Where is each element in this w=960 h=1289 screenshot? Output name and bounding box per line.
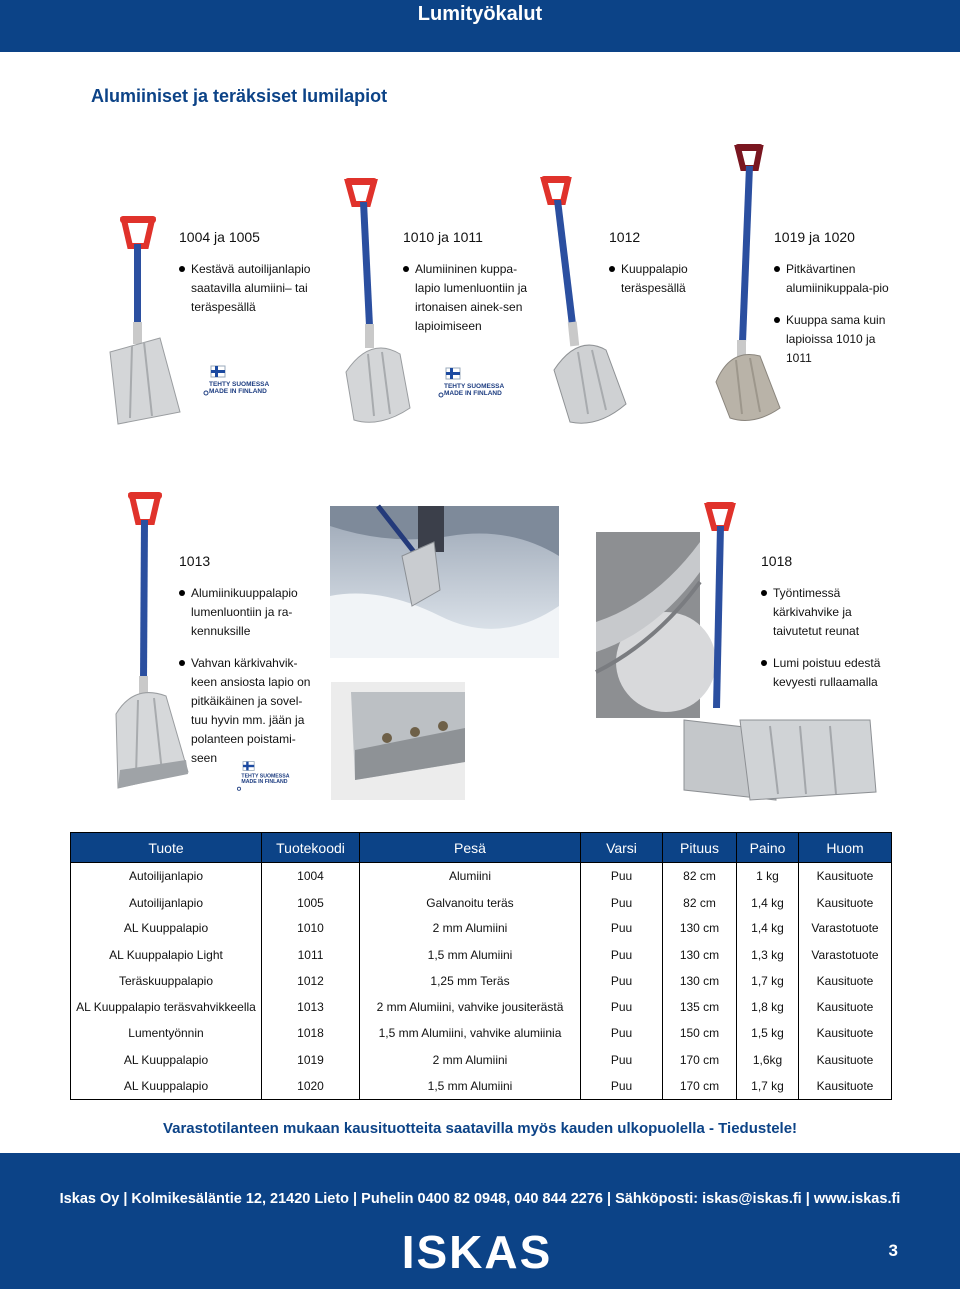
table-cell: 82 cm [663, 863, 737, 889]
table-cell: 1,25 mm Teräs [360, 968, 581, 994]
product-1012 [609, 228, 709, 311]
product-code: 1019 ja 1020 [774, 229, 855, 245]
table-cell: Puu [581, 1047, 663, 1073]
flag-text-2: MADE IN FINLAND [444, 390, 502, 397]
shovel-1004-image [100, 212, 185, 427]
table-cell: AL Kuuppalapio Light [71, 941, 262, 967]
table-cell: AL Kuuppalapio [71, 1047, 262, 1073]
column-header: Huom [799, 833, 892, 863]
product-code: 1013 [179, 553, 211, 569]
product-code: 1018 [761, 553, 793, 569]
table-cell: 82 cm [663, 889, 737, 915]
table-cell: 1,5 kg [737, 1020, 799, 1046]
flag-text-1: TEHTY SUOMESSA [444, 383, 505, 390]
table-cell: Puu [581, 1073, 663, 1099]
table-cell: Puu [581, 915, 663, 941]
table-cell: 1,6kg [737, 1047, 799, 1073]
table-cell: Puu [581, 994, 663, 1020]
table-cell: 2 mm Alumiini [360, 915, 581, 941]
table-cell: 1012 [262, 968, 360, 994]
table-row [71, 941, 892, 967]
table-cell: Teräskuuppalapio [71, 968, 262, 994]
table-cell: 130 cm [663, 915, 737, 941]
table-cell: Varastotuote [799, 941, 892, 967]
product-code: 1010 ja 1011 [403, 229, 483, 245]
page-title: Lumityökalut [417, 3, 543, 25]
table-cell: AL Kuuppalapio [71, 1073, 262, 1099]
table-cell: Kausituote [799, 1073, 892, 1099]
product-bullet: Kuuppalapio teräspesällä [609, 260, 709, 298]
table-cell: Kausituote [799, 1020, 892, 1046]
table-cell: 1 kg [737, 863, 799, 889]
product-code: 1012 [609, 229, 641, 245]
iskas-logo [390, 1226, 565, 1278]
column-header: Pituus [663, 833, 737, 863]
flag-text-2: MADE IN FINLAND [241, 779, 288, 786]
table-cell: 1,4 kg [737, 915, 799, 941]
table-cell: 1005 [262, 889, 360, 915]
product-bullet: Kuuppa sama kuin lapioissa 1010 ja 1011 [774, 311, 894, 368]
table-cell: 130 cm [663, 941, 737, 967]
table-cell: Galvanoitu teräs [360, 889, 581, 915]
availability-note: Varastotilanteen mukaan kausituotteita saatavilla myös kauden ulkopuolella - Tiedustele! [162, 1120, 798, 1137]
column-header: Tuote [71, 833, 262, 863]
table-cell: Puu [581, 968, 663, 994]
table-cell: 1,7 kg [737, 1073, 799, 1099]
table-cell: 150 cm [663, 1020, 737, 1046]
table-cell: Puu [581, 889, 663, 915]
made-in-finland-icon [203, 364, 270, 396]
table-cell: 1,5 mm Alumiini, vahvike alumiinia [360, 1020, 581, 1046]
table-cell: Autoilijanlapio [71, 889, 262, 915]
table-cell: 1018 [262, 1020, 360, 1046]
product-1004-1005 [179, 228, 319, 330]
product-bullet: Lumi poistuu edestä kevyesti rullaamalla [761, 654, 881, 692]
table-cell: 1,4 kg [737, 889, 799, 915]
table-cell: AL Kuuppalapio teräsvahvikkeella [71, 994, 262, 1020]
column-header: Paino [737, 833, 799, 863]
header-bar [0, 0, 960, 52]
table-row [71, 1020, 892, 1046]
table-cell: Puu [581, 941, 663, 967]
flag-text-1: TEHTY SUOMESSA [209, 381, 270, 388]
table-row [71, 994, 892, 1020]
reinforcement-closeup-photo [331, 682, 465, 800]
table-cell: 1010 [262, 915, 360, 941]
logo-text: ISKAS [401, 1226, 553, 1278]
table-cell: 170 cm [663, 1047, 737, 1073]
table-cell: 1019 [262, 1047, 360, 1073]
column-header: Pesä [360, 833, 581, 863]
table-cell: AL Kuuppalapio [71, 915, 262, 941]
table-cell: Lumentyönnin [71, 1020, 262, 1046]
product-1018 [761, 552, 881, 705]
table-header-row [71, 833, 892, 863]
column-header: Varsi [581, 833, 663, 863]
table-cell: 1,3 kg [737, 941, 799, 967]
table-cell: 1004 [262, 863, 360, 889]
table-row [71, 915, 892, 941]
product-bullet: Työntimessä kärkivahvike ja taivutetut reunat [761, 584, 881, 641]
table-cell: 2 mm Alumiini, vahvike jousiterästä [360, 994, 581, 1020]
table-cell: Kausituote [799, 994, 892, 1020]
product-spec-table [70, 832, 892, 1100]
product-code: 1004 ja 1005 [179, 229, 260, 245]
product-bullet: Alumiinikuuppalapio lumenluontiin ja ra-kennuksille [179, 584, 319, 641]
table-cell: Kausituote [799, 1047, 892, 1073]
product-bullet: Alumiininen kuppa-lapio lumenluontiin ja irtonaisen ainek-sen lapioimiseen [403, 260, 538, 336]
table-cell: 135 cm [663, 994, 737, 1020]
flag-text-2: MADE IN FINLAND [209, 388, 267, 395]
table-cell: Kausituote [799, 863, 892, 889]
table-cell: Kausituote [799, 968, 892, 994]
table-row [71, 889, 892, 915]
contact-info: Iskas Oy | Kolmikesäläntie 12, 21420 Lieto | Puhelin 0400 82 0948, 040 844 2276 | Sähköposti: iskas@iskas.fi | www.iskas.fi [59, 1191, 901, 1207]
product-1013 [179, 552, 319, 781]
product-bullet: Pitkävartinen alumiinikuppala-pio [774, 260, 894, 298]
table-cell: 2 mm Alumiini [360, 1047, 581, 1073]
table-cell: 1011 [262, 941, 360, 967]
table-cell: 130 cm [663, 968, 737, 994]
product-bullet: Vahvan kärkivahvik-keen ansiosta lapio on pitkäikäinen ja sovel-tuu hyvin mm. jään ja polanteen poistami-seen [179, 654, 319, 768]
table-row [71, 1073, 892, 1099]
table-cell: 1020 [262, 1073, 360, 1099]
made-in-finland-icon [438, 366, 505, 398]
table-cell: Puu [581, 863, 663, 889]
table-cell: Alumiini [360, 863, 581, 889]
product-1019-1020 [774, 228, 894, 381]
table-cell: 1,8 kg [737, 994, 799, 1020]
product-1010-1011 [403, 228, 538, 349]
table-cell: 1,7 kg [737, 968, 799, 994]
table-cell: 1,5 mm Alumiini [360, 1073, 581, 1099]
table-cell: 1013 [262, 994, 360, 1020]
table-cell: Kausituote [799, 889, 892, 915]
snow-clearing-photo [330, 506, 559, 658]
table-row [71, 1047, 892, 1073]
flag-text-1: TEHTY SUOMESSA [241, 773, 290, 780]
table-row [71, 968, 892, 994]
table-cell: 170 cm [663, 1073, 737, 1099]
table-cell: Puu [581, 1020, 663, 1046]
page-number: 3 [888, 1241, 898, 1260]
product-bullet: Kestävä autoilijanlapio saatavilla alumiini– tai teräspesällä [179, 260, 319, 317]
section-subtitle: Alumiiniset ja teräksiset lumilapiot [91, 86, 388, 106]
column-header: Tuotekoodi [262, 833, 360, 863]
table-row [71, 863, 892, 889]
table-cell: Varastotuote [799, 915, 892, 941]
footer [0, 1153, 960, 1289]
table-cell: Autoilijanlapio [71, 863, 262, 889]
table-cell: 1,5 mm Alumiini [360, 941, 581, 967]
